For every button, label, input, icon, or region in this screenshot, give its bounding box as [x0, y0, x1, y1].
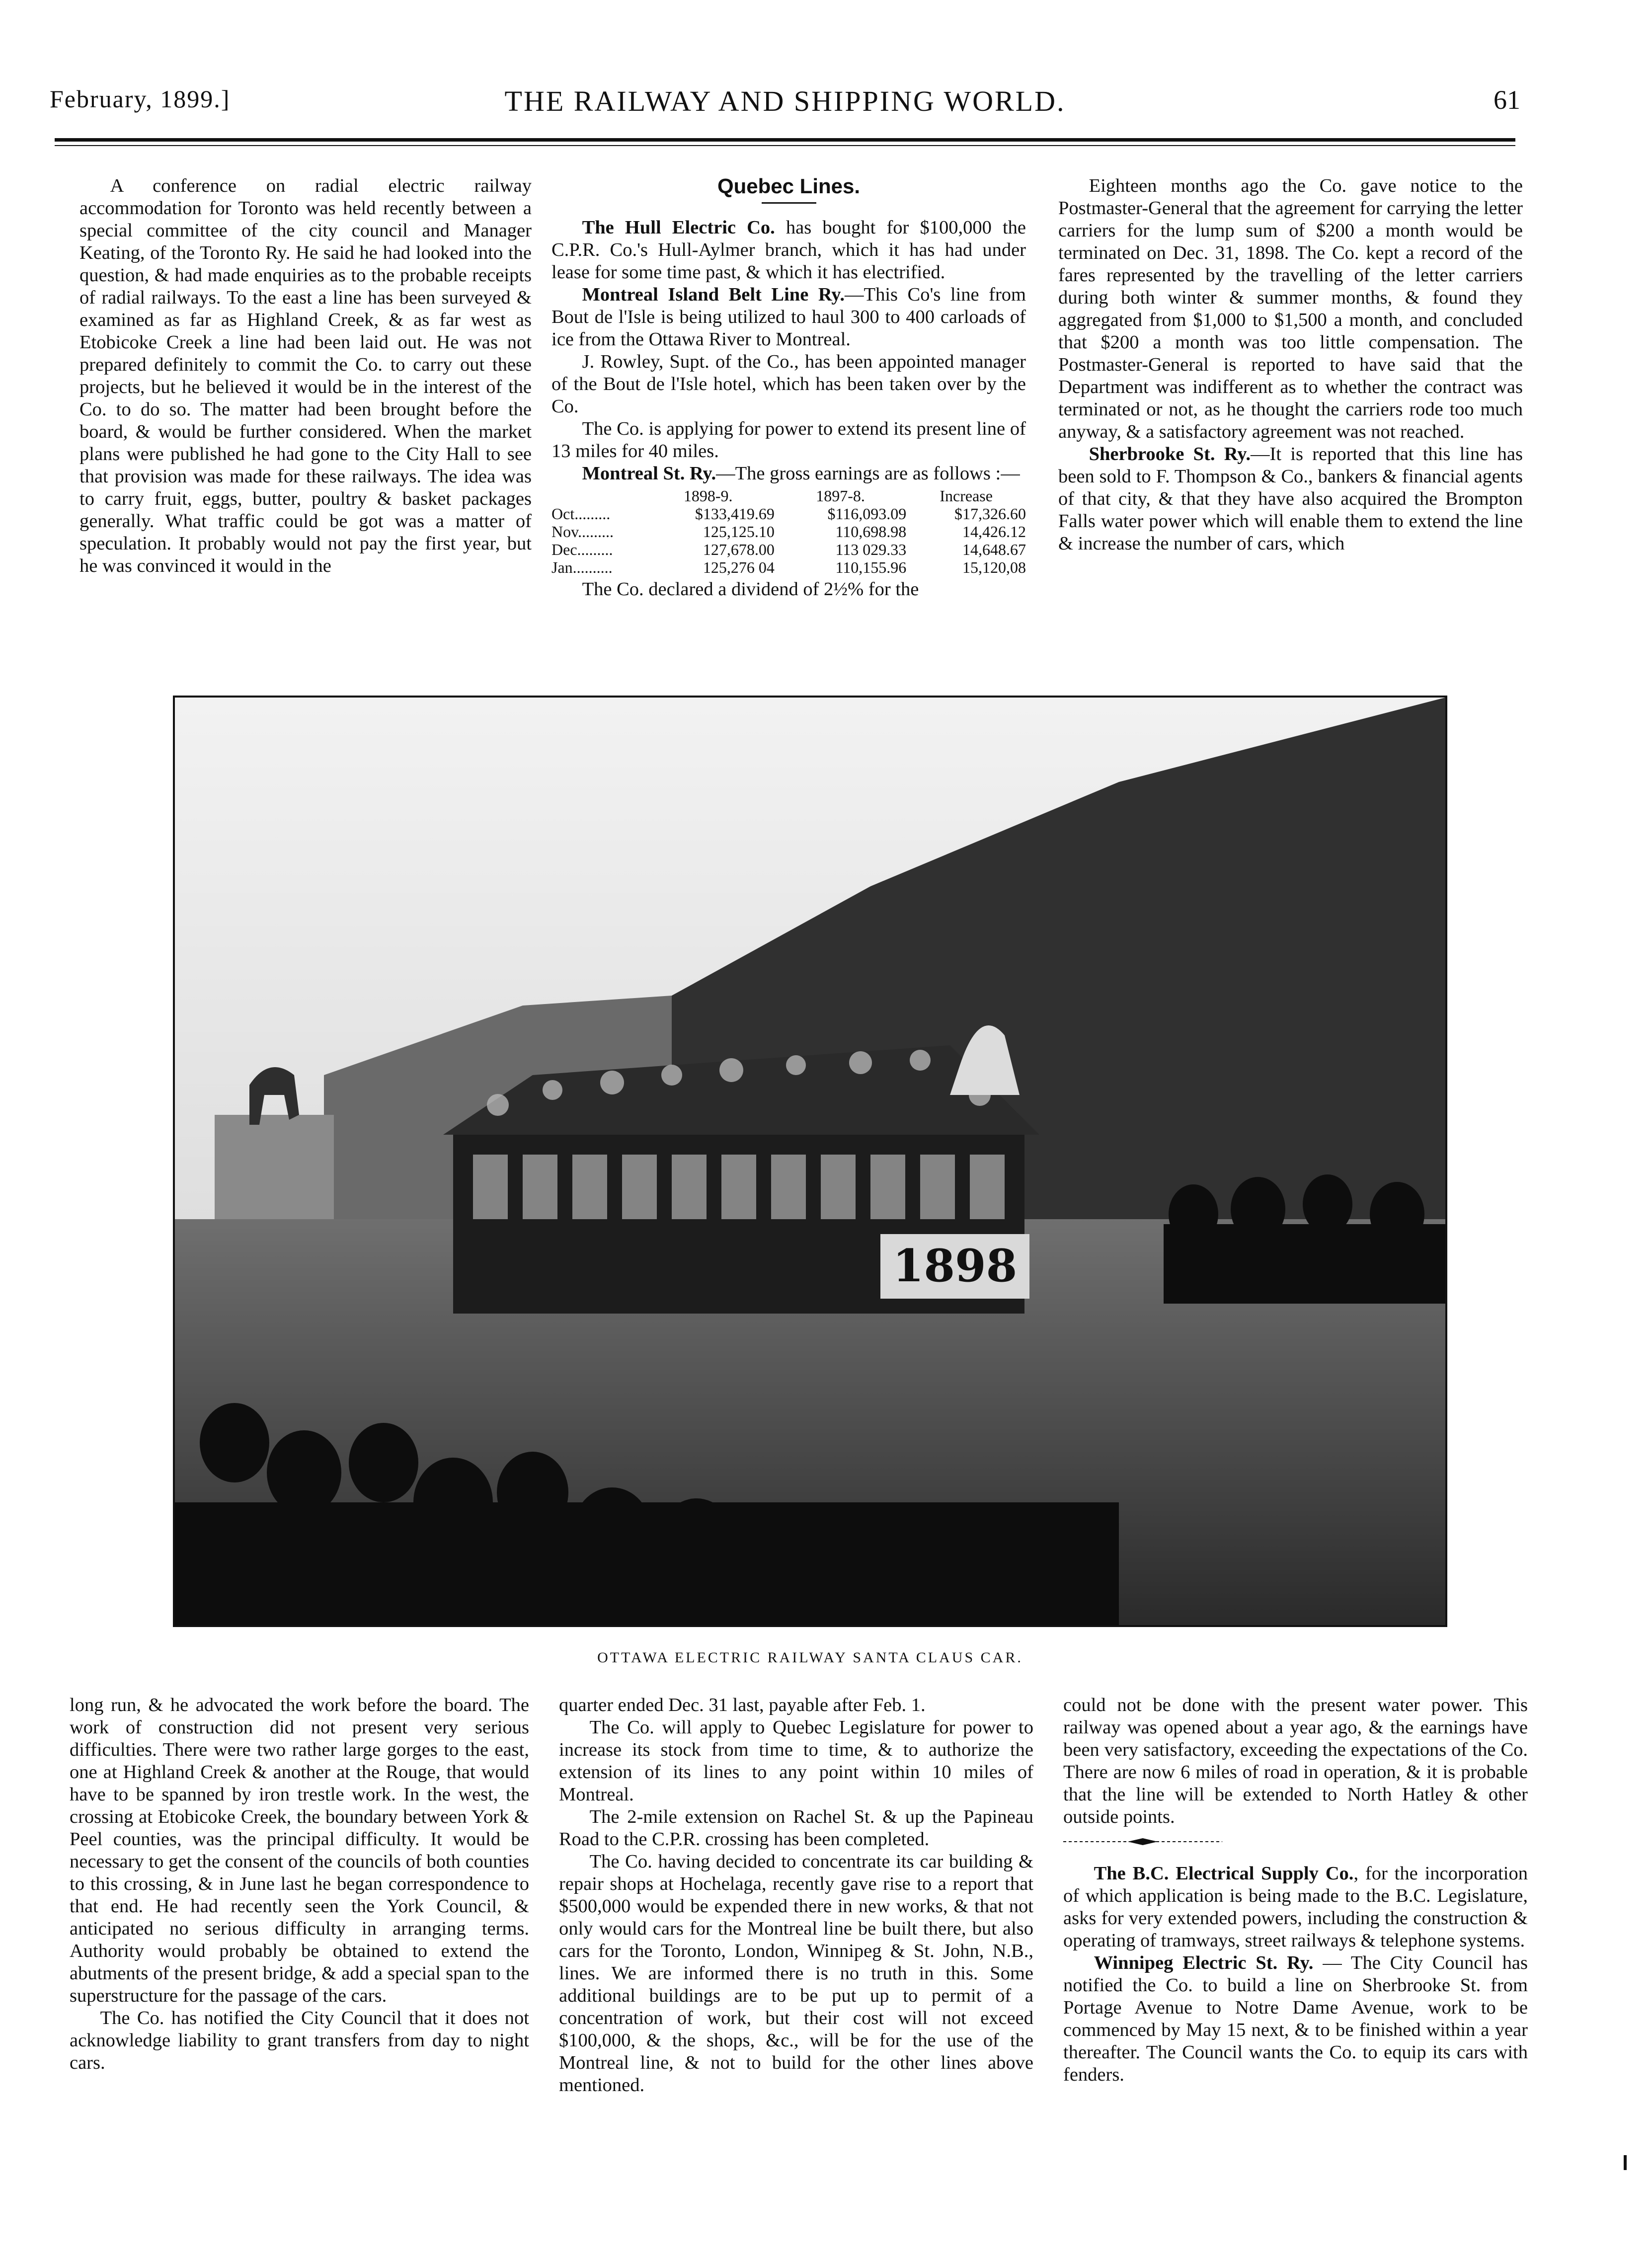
- column-2-top: [551, 175, 1026, 601]
- sherbrooke-paragraph: [1058, 443, 1523, 555]
- table-row: [551, 541, 1026, 558]
- table-cell: 113 029.33: [835, 541, 907, 558]
- hull-electric-text: has bought for $100,000 the C.P.R. Co.'s Hull-Aylmer branch, which it has had under lease for some time past, & which it has electrified.: [551, 217, 1026, 283]
- heading-rule: [762, 202, 816, 204]
- page-number: 61: [1494, 85, 1520, 115]
- column-1-top: [79, 175, 532, 577]
- winnipeg-lead: Winnipeg Electric St. Ry.: [1094, 1952, 1314, 1973]
- dividend-paragraph: The Co. declared a dividend of 2½% for the: [582, 579, 919, 600]
- table-cell: 125,276 04: [703, 558, 775, 576]
- santa-claus-car-photo: [173, 696, 1447, 1627]
- header-rule-thick: [55, 138, 1515, 142]
- table-row: [551, 523, 1026, 541]
- side-building: [215, 1115, 334, 1224]
- belt-line-lead: Montreal Island Belt Line Ry.: [582, 284, 845, 305]
- photo-caption: OTTAWA ELECTRIC RAILWAY SANTA CLAUS CAR.: [597, 1649, 1023, 1666]
- margin-mark: [1624, 2155, 1627, 2170]
- issue-date: February, 1899.]: [50, 85, 231, 113]
- header-rule-thin: [55, 145, 1515, 146]
- table-row: [551, 558, 1026, 576]
- ornamental-divider: [1063, 1837, 1222, 1846]
- column-1-bottom: [70, 1694, 529, 2074]
- winnipeg-paragraph: [1063, 1952, 1528, 2086]
- hochelaga-paragraph: The Co. having decided to concentrate its car building & repair shops at Hochelaga, recently gave rise to a report that $500,000 would be expended there in new works, & that not only would cars for the Montreal line be built there, but also cars for the Toronto, London, Winnipeg & St. John, N.B., lines. We are informed there is no truth in this. Some additional buildings are to be put up to permit of a concentration of work, but their cost will not exceed $100,000, & the shops, &c., will be for the use of the Montreal line, & not to build for the other lines above mentioned.: [559, 1851, 1033, 2096]
- table-cell: Dec.........: [551, 541, 613, 558]
- journal-title: THE RAILWAY AND SHIPPING WORLD.: [504, 85, 1066, 117]
- radial-continued-paragraph: long run, & he advocated the work before the board. The work of construction did not present very serious difficulties. There were two rather large gorges to the east, one at Highland Creek & another at the Rouge, that would have to be spanned by iron trestle work. In the west, the crossing at Etobicoke Creek, the boundary between York & Peel counties, was the principal difficulty. It would be necessary to get the consent of the councils of both counties to this crossing, & in June last he began correspondence to that end. He had recently seen the York Council, & anticipated no serious difficulty in arranging terms. Authority would probably be obtained to extend the abutments of the present bridge, & add a special span to the superstructure for the passage of the cars.: [70, 1695, 529, 2006]
- winnipeg-text: — The City Council has notified the Co. to build a line on Sherbrooke St. from Portage Avenue to Notre Dame Avenue, work to be commenced by May 15 next, & to be finished within a year thereafter. The Council wants the Co. to equip its cars with fenders.: [1063, 1952, 1528, 2085]
- photo-illustration: [175, 698, 1445, 1625]
- table-cell: Jan..........: [551, 558, 613, 576]
- rachel-st-paragraph: The 2-mile extension on Rachel St. & up the Papineau Road to the C.P.R. crossing has been completed.: [559, 1806, 1033, 1850]
- column-2-bottom: [559, 1694, 1033, 2097]
- belt-line-text: —This Co's line from Bout de l'Isle is being utilized to haul 300 to 400 carloads of ice from the Ottawa River to Montreal.: [551, 284, 1026, 350]
- hull-electric-paragraph: [551, 217, 1026, 284]
- earnings-header-cell: Increase: [940, 487, 993, 505]
- table-cell: $133,419.69: [695, 505, 775, 523]
- sherbrooke-continued-paragraph: could not be done with the present water power. This railway was opened about a year ago, & the earnings have been very satisfactory, exceeding the expectations of the Co. There are now 6 miles of road in operation, & it is probable that the line will be extended to North Hatley & other outside points.: [1063, 1695, 1528, 1827]
- column-3-bottom: [1063, 1694, 1528, 2086]
- table-cell: Nov.........: [551, 523, 614, 541]
- table-cell: 14,426.12: [962, 523, 1026, 541]
- table-cell: 15,120,08: [962, 558, 1026, 576]
- earnings-header-cell: 1897-8.: [816, 487, 865, 505]
- letter-carriers-paragraph: Eighteen months ago the Co. gave notice to the Postmaster-General that the agreement for carrying the letter carriers for the lump sum of $200 a month would be terminated on Dec. 31, 1898. The Co. kept a record of the fares represented by the travelling of the letter carriers during both winter & summer months, & found they aggregated from $1,000 to $1,500 a month, and concluded that $200 a month was too little compensation. The Postmaster-General is reported to have said that the Department was indifferent as to whether the contract was terminated or not, as he thought the carriers rode too much anyway, & a satisfactory agreement was not reached.: [1058, 175, 1523, 442]
- earnings-table: [551, 487, 1026, 576]
- table-cell: 110,155.96: [835, 558, 907, 576]
- table-cell: $116,093.09: [827, 505, 907, 523]
- bc-electrical-text: , for the incorporation of which application is being made to the B.C. Legislature, asks for very extended powers, including the construction & operating of tramways, street railways & telephone systems.: [1063, 1863, 1528, 1951]
- earnings-header-row: [551, 487, 1026, 505]
- section-heading-quebec: Quebec Lines.: [717, 174, 861, 198]
- column-3-top: [1058, 175, 1523, 555]
- car-number: 1898: [892, 1240, 1018, 1292]
- extension-paragraph: The Co. is applying for power to extend its present line of 13 miles for 40 miles.: [551, 418, 1026, 462]
- table-cell: Oct.........: [551, 505, 611, 523]
- table-cell: $17,326.60: [954, 505, 1026, 523]
- table-row: [551, 505, 1026, 523]
- dividend-continued-paragraph: quarter ended Dec. 31 last, payable after Feb. 1.: [559, 1695, 926, 1715]
- bc-electrical-paragraph: [1063, 1863, 1528, 1952]
- bc-electrical-lead: The B.C. Electrical Supply Co.: [1094, 1863, 1354, 1884]
- montreal-st-text: —The gross earnings are as follows :—: [716, 463, 1020, 484]
- table-cell: 125,125.10: [703, 523, 775, 541]
- hull-electric-lead: The Hull Electric Co.: [582, 217, 775, 238]
- montreal-st-lead: Montreal St. Ry.: [582, 463, 716, 484]
- earnings-header-cell: [551, 487, 641, 505]
- sherbrooke-lead: Sherbrooke St. Ry.: [1089, 444, 1251, 465]
- legislature-paragraph: The Co. will apply to Quebec Legislature for power to increase its stock from time to time, & to authorize the extension of its lines to any point within 10 miles of Montreal.: [559, 1717, 1033, 1805]
- earnings-header-cell: 1898-9.: [683, 487, 733, 505]
- table-cell: 127,678.00: [703, 541, 775, 558]
- rowley-paragraph: J. Rowley, Supt. of the Co., has been appointed manager of the Bout de l'Isle hotel, which has been taken over by the Co.: [551, 351, 1026, 417]
- transfers-paragraph: The Co. has notified the City Council that it does not acknowledge liability to grant transfers from day to night cars.: [70, 2008, 529, 2073]
- sherbrooke-text: —It is reported that this line has been sold to F. Thompson & Co., bankers & financial agents of that city, & that they have also acquired the Brompton Falls water power which will enable them to extend the line & increase the number of cars, which: [1058, 444, 1523, 554]
- belt-line-paragraph: [551, 284, 1026, 351]
- table-cell: 14,648.67: [962, 541, 1026, 558]
- table-cell: 110,698.98: [835, 523, 907, 541]
- page-header: [50, 84, 1520, 129]
- montreal-st-paragraph: [551, 463, 1026, 485]
- toronto-radial-paragraph: A conference on radial electric railway accommodation for Toronto was held recently between a special committee of the city council and Manager Keating, of the Toronto Ry. He said he had looked into the question, & had made enquiries as to the probable receipts of radial railways. To the east a line has been surveyed & examined as far as Highland Creek, & as far west as Etobicoke Creek a line had been laid out. He was not prepared definitely to commit the Co. to carry out these projects, but he believed it would be in the interest of the Co. to do so. The matter had been brought before the board, & would be further considered. When the market plans were published he had gone to the City Hall to see that provision was made for these railways. The idea was to carry fruit, eggs, butter, poultry & basket packages generally. What traffic could be got was a matter of speculation. It probably would not pay the first year, but he was convinced it would in the: [79, 175, 532, 576]
